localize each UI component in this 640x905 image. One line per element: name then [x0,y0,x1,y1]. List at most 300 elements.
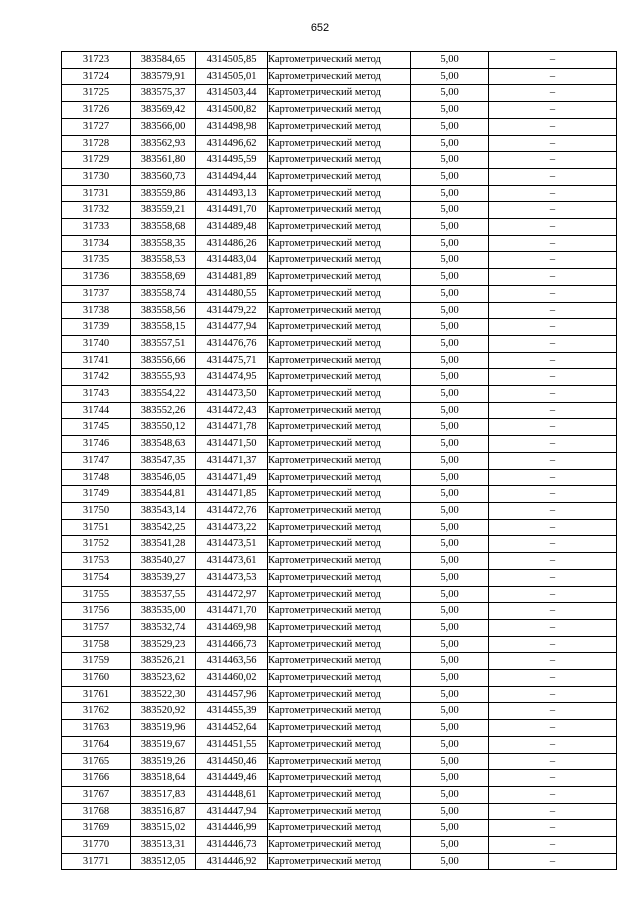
coordinate-y-cell: 4314449,46 [196,770,268,787]
description-cell: – [489,252,617,269]
coordinate-x-cell: 383546,05 [131,469,196,486]
coordinate-x-cell: 383575,37 [131,85,196,102]
point-number-cell: 31736 [62,269,131,286]
table-row [62,502,617,519]
accuracy-cell: 5,00 [411,853,489,870]
table-row [62,135,617,152]
coordinate-y-cell: 4314466,73 [196,636,268,653]
coordinate-x-cell: 383517,83 [131,786,196,803]
coordinate-x-cell: 383557,51 [131,335,196,352]
point-number-cell: 31738 [62,302,131,319]
coordinate-y-cell: 4314491,70 [196,202,268,219]
coordinate-y-cell: 4314473,51 [196,536,268,553]
description-cell: – [489,185,617,202]
description-cell: – [489,720,617,737]
coordinate-y-cell: 4314489,48 [196,219,268,236]
method-cell: Картометрический метод [268,85,411,102]
coordinate-x-cell: 383523,62 [131,670,196,687]
point-number-cell: 31763 [62,720,131,737]
coordinate-y-cell: 4314447,94 [196,803,268,820]
description-cell: – [489,837,617,854]
method-cell: Картометрический метод [268,452,411,469]
point-number-cell: 31761 [62,686,131,703]
coordinate-x-cell: 383541,28 [131,536,196,553]
coordinate-y-cell: 4314494,44 [196,168,268,185]
point-number-cell: 31743 [62,386,131,403]
coordinate-x-cell: 383542,25 [131,519,196,536]
table-row [62,102,617,119]
coordinate-x-cell: 383515,02 [131,820,196,837]
point-number-cell: 31762 [62,703,131,720]
description-cell: – [489,502,617,519]
coordinate-x-cell: 383562,93 [131,135,196,152]
description-cell: – [489,152,617,169]
point-number-cell: 31768 [62,803,131,820]
method-cell: Картометрический метод [268,102,411,119]
point-number-cell: 31756 [62,603,131,620]
table-row [62,285,617,302]
coordinate-x-cell: 383539,27 [131,569,196,586]
point-number-cell: 31750 [62,502,131,519]
description-cell: – [489,569,617,586]
coordinate-y-cell: 4314474,95 [196,369,268,386]
coordinate-y-cell: 4314480,55 [196,285,268,302]
coordinate-y-cell: 4314446,73 [196,837,268,854]
coordinate-x-cell: 383519,67 [131,736,196,753]
accuracy-cell: 5,00 [411,753,489,770]
point-number-cell: 31758 [62,636,131,653]
accuracy-cell: 5,00 [411,686,489,703]
table-row [62,736,617,753]
description-cell: – [489,636,617,653]
accuracy-cell: 5,00 [411,670,489,687]
coordinate-y-cell: 4314498,98 [196,118,268,135]
method-cell: Картометрический метод [268,486,411,503]
accuracy-cell: 5,00 [411,285,489,302]
method-cell: Картометрический метод [268,369,411,386]
method-cell: Картометрический метод [268,703,411,720]
description-cell: – [489,653,617,670]
point-number-cell: 31771 [62,853,131,870]
coordinate-x-cell: 383543,14 [131,502,196,519]
point-number-cell: 31767 [62,786,131,803]
point-number-cell: 31723 [62,52,131,69]
accuracy-cell: 5,00 [411,135,489,152]
point-number-cell: 31746 [62,436,131,453]
description-cell: – [489,68,617,85]
accuracy-cell: 5,00 [411,553,489,570]
method-cell: Картометрический метод [268,519,411,536]
coordinate-x-cell: 383558,74 [131,285,196,302]
table-row [62,118,617,135]
table-row [62,369,617,386]
description-cell: – [489,536,617,553]
method-cell: Картометрический метод [268,202,411,219]
method-cell: Картометрический метод [268,285,411,302]
coordinate-x-cell: 383558,68 [131,219,196,236]
table-row [62,469,617,486]
coordinate-y-cell: 4314446,99 [196,820,268,837]
coordinate-x-cell: 383560,73 [131,168,196,185]
point-number-cell: 31752 [62,536,131,553]
point-number-cell: 31753 [62,553,131,570]
coordinate-y-cell: 4314471,78 [196,419,268,436]
point-number-cell: 31726 [62,102,131,119]
coordinate-x-cell: 383558,56 [131,302,196,319]
point-number-cell: 31740 [62,335,131,352]
coordinate-x-cell: 383516,87 [131,803,196,820]
table-row [62,402,617,419]
table-row [62,703,617,720]
description-cell: – [489,319,617,336]
table-row [62,269,617,286]
point-number-cell: 31739 [62,319,131,336]
coordinate-y-cell: 4314451,55 [196,736,268,753]
description-cell: – [489,402,617,419]
coordinate-y-cell: 4314503,44 [196,85,268,102]
point-number-cell: 31724 [62,68,131,85]
coordinate-y-cell: 4314452,64 [196,720,268,737]
method-cell: Картометрический метод [268,235,411,252]
description-cell: – [489,386,617,403]
accuracy-cell: 5,00 [411,469,489,486]
accuracy-cell: 5,00 [411,452,489,469]
accuracy-cell: 5,00 [411,219,489,236]
point-number-cell: 31754 [62,569,131,586]
method-cell: Картометрический метод [268,736,411,753]
coordinate-y-cell: 4314479,22 [196,302,268,319]
table-row [62,720,617,737]
description-cell: – [489,736,617,753]
description-cell: – [489,235,617,252]
table-row [62,619,617,636]
accuracy-cell: 5,00 [411,603,489,620]
point-number-cell: 31741 [62,352,131,369]
accuracy-cell: 5,00 [411,436,489,453]
accuracy-cell: 5,00 [411,352,489,369]
accuracy-cell: 5,00 [411,319,489,336]
method-cell: Картометрический метод [268,553,411,570]
description-cell: – [489,619,617,636]
description-cell: – [489,419,617,436]
coordinate-x-cell: 383556,66 [131,352,196,369]
accuracy-cell: 5,00 [411,102,489,119]
method-cell: Картометрический метод [268,720,411,737]
description-cell: – [489,770,617,787]
method-cell: Картометрический метод [268,820,411,837]
accuracy-cell: 5,00 [411,720,489,737]
table-row [62,770,617,787]
method-cell: Картометрический метод [268,603,411,620]
accuracy-cell: 5,00 [411,536,489,553]
description-cell: – [489,786,617,803]
accuracy-cell: 5,00 [411,586,489,603]
method-cell: Картометрический метод [268,636,411,653]
description-cell: – [489,486,617,503]
point-number-cell: 31727 [62,118,131,135]
coordinate-y-cell: 4314471,37 [196,452,268,469]
point-number-cell: 31734 [62,235,131,252]
accuracy-cell: 5,00 [411,52,489,69]
description-cell: – [489,85,617,102]
point-number-cell: 31737 [62,285,131,302]
description-cell: – [489,469,617,486]
description-cell: – [489,553,617,570]
page-number: 652 [310,22,330,34]
coordinate-y-cell: 4314500,82 [196,102,268,119]
method-cell: Картометрический метод [268,319,411,336]
description-cell: – [489,753,617,770]
table-row [62,586,617,603]
table-row [62,753,617,770]
method-cell: Картометрический метод [268,352,411,369]
table-row [62,486,617,503]
table-row [62,452,617,469]
coordinate-y-cell: 4314496,62 [196,135,268,152]
method-cell: Картометрический метод [268,68,411,85]
description-cell: – [489,686,617,703]
table-row [62,603,617,620]
table-row [62,68,617,85]
description-cell: – [489,820,617,837]
accuracy-cell: 5,00 [411,837,489,854]
description-cell: – [489,269,617,286]
method-cell: Картометрический метод [268,803,411,820]
coordinate-y-cell: 4314471,50 [196,436,268,453]
coordinate-x-cell: 383526,21 [131,653,196,670]
accuracy-cell: 5,00 [411,68,489,85]
table-row [62,152,617,169]
table-row [62,853,617,870]
table-row [62,85,617,102]
point-number-cell: 31732 [62,202,131,219]
description-cell: – [489,803,617,820]
method-cell: Картометрический метод [268,52,411,69]
table-row [62,436,617,453]
point-number-cell: 31765 [62,753,131,770]
coordinates-table [61,51,617,870]
table-row [62,519,617,536]
description-cell: – [489,302,617,319]
description-cell: – [489,52,617,69]
description-cell: – [489,853,617,870]
coordinate-x-cell: 383548,63 [131,436,196,453]
description-cell: – [489,369,617,386]
description-cell: – [489,102,617,119]
description-cell: – [489,219,617,236]
accuracy-cell: 5,00 [411,252,489,269]
coordinate-x-cell: 383569,42 [131,102,196,119]
point-number-cell: 31764 [62,736,131,753]
table-row [62,803,617,820]
point-number-cell: 31725 [62,85,131,102]
accuracy-cell: 5,00 [411,302,489,319]
method-cell: Картометрический метод [268,770,411,787]
table-row [62,319,617,336]
method-cell: Картометрический метод [268,185,411,202]
table-row [62,335,617,352]
coordinate-x-cell: 383519,26 [131,753,196,770]
accuracy-cell: 5,00 [411,202,489,219]
point-number-cell: 31733 [62,219,131,236]
coordinate-y-cell: 4314471,70 [196,603,268,620]
accuracy-cell: 5,00 [411,803,489,820]
accuracy-cell: 5,00 [411,636,489,653]
method-cell: Картометрический метод [268,686,411,703]
coordinate-y-cell: 4314481,89 [196,269,268,286]
coordinate-x-cell: 383566,00 [131,118,196,135]
coordinate-x-cell: 383558,15 [131,319,196,336]
coordinate-x-cell: 383547,35 [131,452,196,469]
description-cell: – [489,168,617,185]
coordinate-y-cell: 4314475,71 [196,352,268,369]
coordinate-y-cell: 4314483,04 [196,252,268,269]
method-cell: Картометрический метод [268,269,411,286]
coordinate-x-cell: 383561,80 [131,152,196,169]
description-cell: – [489,352,617,369]
coordinate-y-cell: 4314448,61 [196,786,268,803]
table-row [62,636,617,653]
description-cell: – [489,452,617,469]
point-number-cell: 31744 [62,402,131,419]
table-row [62,352,617,369]
description-cell: – [489,118,617,135]
coordinate-x-cell: 383555,93 [131,369,196,386]
point-number-cell: 31730 [62,168,131,185]
accuracy-cell: 5,00 [411,619,489,636]
description-cell: – [489,285,617,302]
table-row [62,536,617,553]
method-cell: Картометрический метод [268,419,411,436]
coordinate-y-cell: 4314472,97 [196,586,268,603]
coordinate-x-cell: 383558,69 [131,269,196,286]
method-cell: Картометрический метод [268,402,411,419]
point-number-cell: 31770 [62,837,131,854]
accuracy-cell: 5,00 [411,486,489,503]
table-row [62,219,617,236]
coordinate-y-cell: 4314472,43 [196,402,268,419]
coordinate-x-cell: 383559,86 [131,185,196,202]
coordinate-x-cell: 383522,30 [131,686,196,703]
coordinate-y-cell: 4314495,59 [196,152,268,169]
method-cell: Картометрический метод [268,853,411,870]
point-number-cell: 31742 [62,369,131,386]
coordinate-y-cell: 4314472,76 [196,502,268,519]
point-number-cell: 31731 [62,185,131,202]
description-cell: – [489,202,617,219]
accuracy-cell: 5,00 [411,168,489,185]
coordinate-y-cell: 4314450,46 [196,753,268,770]
coordinate-x-cell: 383520,92 [131,703,196,720]
table-row [62,185,617,202]
table-row [62,202,617,219]
method-cell: Картометрический метод [268,219,411,236]
coordinate-x-cell: 383558,53 [131,252,196,269]
coordinate-x-cell: 383519,96 [131,720,196,737]
coordinate-y-cell: 4314455,39 [196,703,268,720]
coordinate-x-cell: 383544,81 [131,486,196,503]
method-cell: Картометрический метод [268,168,411,185]
coordinate-x-cell: 383513,31 [131,837,196,854]
point-number-cell: 31759 [62,653,131,670]
point-number-cell: 31745 [62,419,131,436]
description-cell: – [489,603,617,620]
coordinate-y-cell: 4314486,26 [196,235,268,252]
point-number-cell: 31755 [62,586,131,603]
description-cell: – [489,135,617,152]
accuracy-cell: 5,00 [411,402,489,419]
accuracy-cell: 5,00 [411,369,489,386]
accuracy-cell: 5,00 [411,519,489,536]
point-number-cell: 31747 [62,452,131,469]
method-cell: Картометрический метод [268,152,411,169]
coordinate-y-cell: 4314473,50 [196,386,268,403]
coordinate-y-cell: 4314477,94 [196,319,268,336]
coordinate-x-cell: 383535,00 [131,603,196,620]
point-number-cell: 31751 [62,519,131,536]
table-row [62,252,617,269]
coordinate-y-cell: 4314476,76 [196,335,268,352]
coordinate-x-cell: 383579,91 [131,68,196,85]
accuracy-cell: 5,00 [411,235,489,252]
coordinate-y-cell: 4314473,53 [196,569,268,586]
table-row [62,168,617,185]
method-cell: Картометрический метод [268,536,411,553]
table-row [62,553,617,570]
method-cell: Картометрический метод [268,753,411,770]
coordinate-y-cell: 4314463,56 [196,653,268,670]
table-row [62,569,617,586]
method-cell: Картометрический метод [268,302,411,319]
coordinate-y-cell: 4314446,92 [196,853,268,870]
point-number-cell: 31748 [62,469,131,486]
point-number-cell: 31757 [62,619,131,636]
method-cell: Картометрический метод [268,786,411,803]
accuracy-cell: 5,00 [411,569,489,586]
coordinate-y-cell: 4314460,02 [196,670,268,687]
accuracy-cell: 5,00 [411,653,489,670]
table-row [62,837,617,854]
table-row [62,670,617,687]
method-cell: Картометрический метод [268,670,411,687]
coordinate-x-cell: 383550,12 [131,419,196,436]
point-number-cell: 31766 [62,770,131,787]
description-cell: – [489,519,617,536]
point-number-cell: 31769 [62,820,131,837]
coordinate-y-cell: 4314471,49 [196,469,268,486]
accuracy-cell: 5,00 [411,386,489,403]
description-cell: – [489,670,617,687]
accuracy-cell: 5,00 [411,703,489,720]
point-number-cell: 31728 [62,135,131,152]
coordinate-x-cell: 383540,27 [131,553,196,570]
table-row [62,653,617,670]
table-row [62,386,617,403]
coordinate-x-cell: 383554,22 [131,386,196,403]
description-cell: – [489,586,617,603]
method-cell: Картометрический метод [268,586,411,603]
coordinate-x-cell: 383518,64 [131,770,196,787]
method-cell: Картометрический метод [268,436,411,453]
table-row [62,419,617,436]
description-cell: – [489,703,617,720]
accuracy-cell: 5,00 [411,786,489,803]
coordinate-y-cell: 4314457,96 [196,686,268,703]
coordinate-x-cell: 383532,74 [131,619,196,636]
coordinate-y-cell: 4314473,61 [196,553,268,570]
table-row [62,820,617,837]
accuracy-cell: 5,00 [411,85,489,102]
